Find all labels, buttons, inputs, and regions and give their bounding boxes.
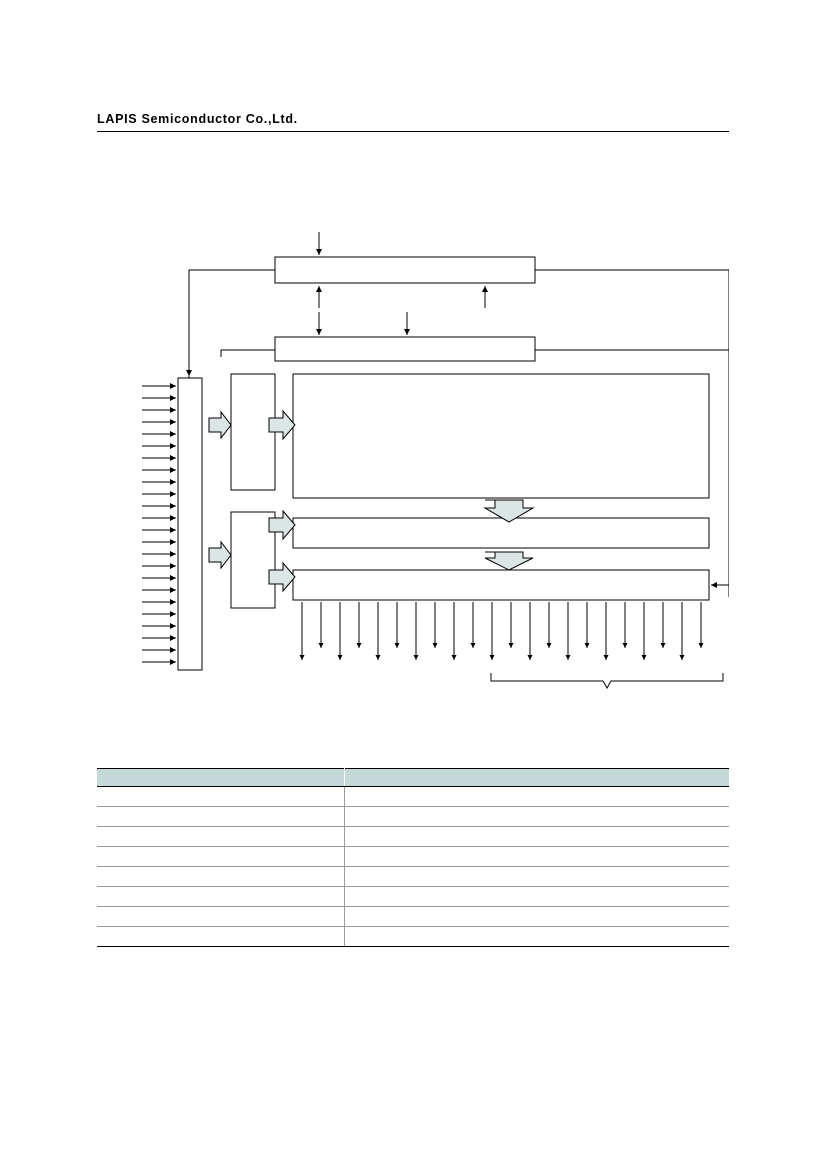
block-decoder-lower bbox=[231, 512, 275, 608]
cell-value bbox=[344, 787, 729, 807]
table-row bbox=[97, 887, 729, 907]
cell-label bbox=[97, 867, 344, 887]
table-row bbox=[97, 827, 729, 847]
column-header-1 bbox=[97, 769, 344, 787]
cell-label bbox=[97, 927, 344, 947]
table-row bbox=[97, 807, 729, 827]
block-diagram-svg bbox=[97, 160, 729, 720]
cell-label bbox=[97, 787, 344, 807]
cell-value bbox=[344, 807, 729, 827]
table-row bbox=[97, 867, 729, 887]
cell-label bbox=[97, 827, 344, 847]
fat-arrow-1 bbox=[209, 412, 231, 438]
cell-label bbox=[97, 847, 344, 867]
fat-arrow-down-2 bbox=[485, 552, 533, 570]
header-rule bbox=[97, 131, 729, 132]
cell-value bbox=[344, 927, 729, 947]
table-row bbox=[97, 927, 729, 947]
cell-value bbox=[344, 907, 729, 927]
table-row bbox=[97, 907, 729, 927]
page-header bbox=[97, 112, 729, 126]
block-decoder-upper bbox=[231, 374, 275, 490]
company-name: LAPIS Semiconductor Co.,Ltd. bbox=[97, 112, 298, 126]
block-row-a bbox=[293, 518, 709, 548]
block-row-b bbox=[293, 570, 709, 600]
cell-value bbox=[344, 847, 729, 867]
cell-value bbox=[344, 827, 729, 847]
cell-label bbox=[97, 807, 344, 827]
fat-arrow-3 bbox=[209, 542, 231, 568]
cell-value bbox=[344, 867, 729, 887]
block-diagram bbox=[97, 160, 729, 720]
table-header-row bbox=[97, 769, 729, 787]
block-second bbox=[275, 337, 535, 361]
block-main-array bbox=[293, 374, 709, 498]
spec-table bbox=[97, 768, 729, 947]
column-header-2 bbox=[344, 769, 729, 787]
table-row bbox=[97, 787, 729, 807]
table-row bbox=[97, 847, 729, 867]
cell-label bbox=[97, 887, 344, 907]
block-left-bus bbox=[178, 378, 202, 670]
cell-value bbox=[344, 887, 729, 907]
cell-label bbox=[97, 907, 344, 927]
block-top bbox=[275, 257, 535, 283]
